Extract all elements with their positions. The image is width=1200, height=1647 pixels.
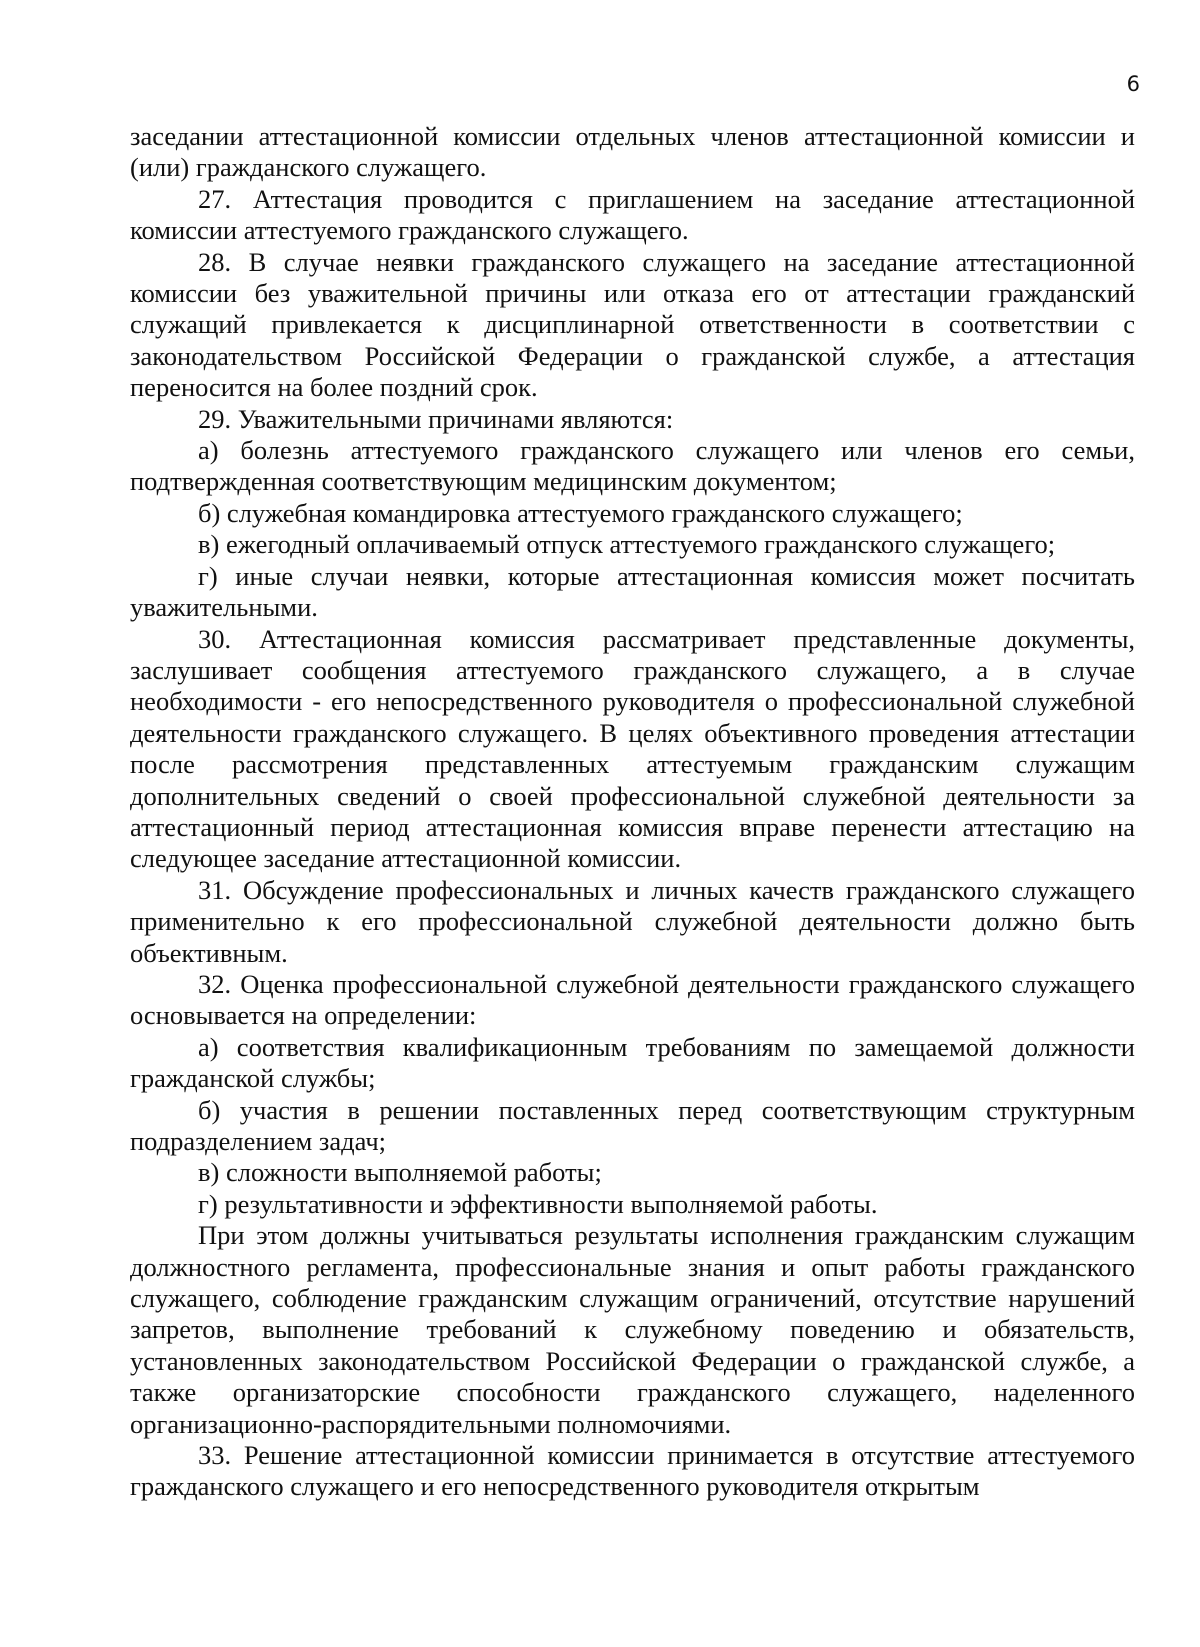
paragraph-31: 31. Обсуждение профессиональных и личных качеств гражданского служащего применительно к его профессиональной служебной деятельности должно быть объективным. xyxy=(130,874,1135,968)
paragraph-32-item-a: а) соответствия квалификационным требованиям по замещаемой должности гражданской службы; xyxy=(130,1031,1135,1094)
paragraph-32-note: При этом должны учитываться результаты исполнения гражданским служащим должностного регламента, профессиональные знания и опыт работы гражданского служащего, соблюдение гражданским служащим ограничений, отсутствие нарушений запретов, выполнение требований к служебному поведению и обязательств, установленных законодательством Российской Федерации о гражданской службе, а также организаторские способности гражданского служащего, наделенного организационно-распорядительными полномочиями. xyxy=(130,1220,1135,1439)
paragraph-32-item-g: г) результативности и эффективности выполняемой работы. xyxy=(198,1188,878,1219)
paragraph-32-item-b: б) участия в решении поставленных перед соответствующим структурным подразделением задач; xyxy=(130,1094,1135,1156)
page-number: 6 xyxy=(1126,72,1140,96)
paragraph-29-item-a: а) болезнь аттестуемого гражданского служащего или членов его семьи, подтвержденная соответствующим медицинским документом; xyxy=(130,435,1135,497)
paragraph-28: 28. В случае неявки гражданского служащего на заседание аттестационной комиссии без уважительной причины или отказа его от аттестации гражданский служащий привлекается к дисциплинарной ответственности в соответствии с законодательством Российской Федерации о гражданской службе, а аттестация переносится на более поздний срок. xyxy=(130,246,1135,403)
paragraph-29-item-g: г) иные случаи неявки, которые аттестационная комиссия может посчитать уважительными. xyxy=(130,560,1135,623)
paragraph-32: 32. Оценка профессиональной служебной деятельности гражданского служащего основывается на определении: xyxy=(130,968,1135,1031)
paragraph-32-item-v: в) сложности выполняемой работы; xyxy=(198,1157,602,1188)
paragraph-27: 27. Аттестация проводится с приглашением на заседание аттестационной комиссии аттестуемого гражданского служащего. xyxy=(130,183,1135,246)
paragraph-29: 29. Уважительными причинами являются: xyxy=(198,403,674,434)
document-body xyxy=(130,121,1135,1503)
paragraph-29-item-v: в) ежегодный оплачиваемый отпуск аттестуемого гражданского служащего; xyxy=(198,529,1056,560)
paragraph-29-item-b: б) служебная командировка аттестуемого гражданского служащего; xyxy=(198,497,963,528)
paragraph-30: 30. Аттестационная комиссия рассматривает представленные документы, заслушивает сообщения аттестуемого гражданского служащего, а в случае необходимости - его непосредственного руководителя о профессиональной служебной деятельности гражданского служащего. В целях объективного проведения аттестации после рассмотрения представленных аттестуемым гражданским служащим дополнительных сведений о своей профессиональной служебной деятельности за аттестационный период аттестационная комиссия вправе перенести аттестацию на следующее заседание аттестационной комиссии. xyxy=(130,623,1135,874)
paragraph-33: 33. Решение аттестационной комиссии принимается в отсутствие аттестуемого гражданского служащего и его непосредственного руководителя открытым xyxy=(130,1440,1135,1502)
paragraph-continuation: заседании аттестационной комиссии отдельных членов аттестационной комиссии и (или) гражданского служащего. xyxy=(130,121,1135,183)
